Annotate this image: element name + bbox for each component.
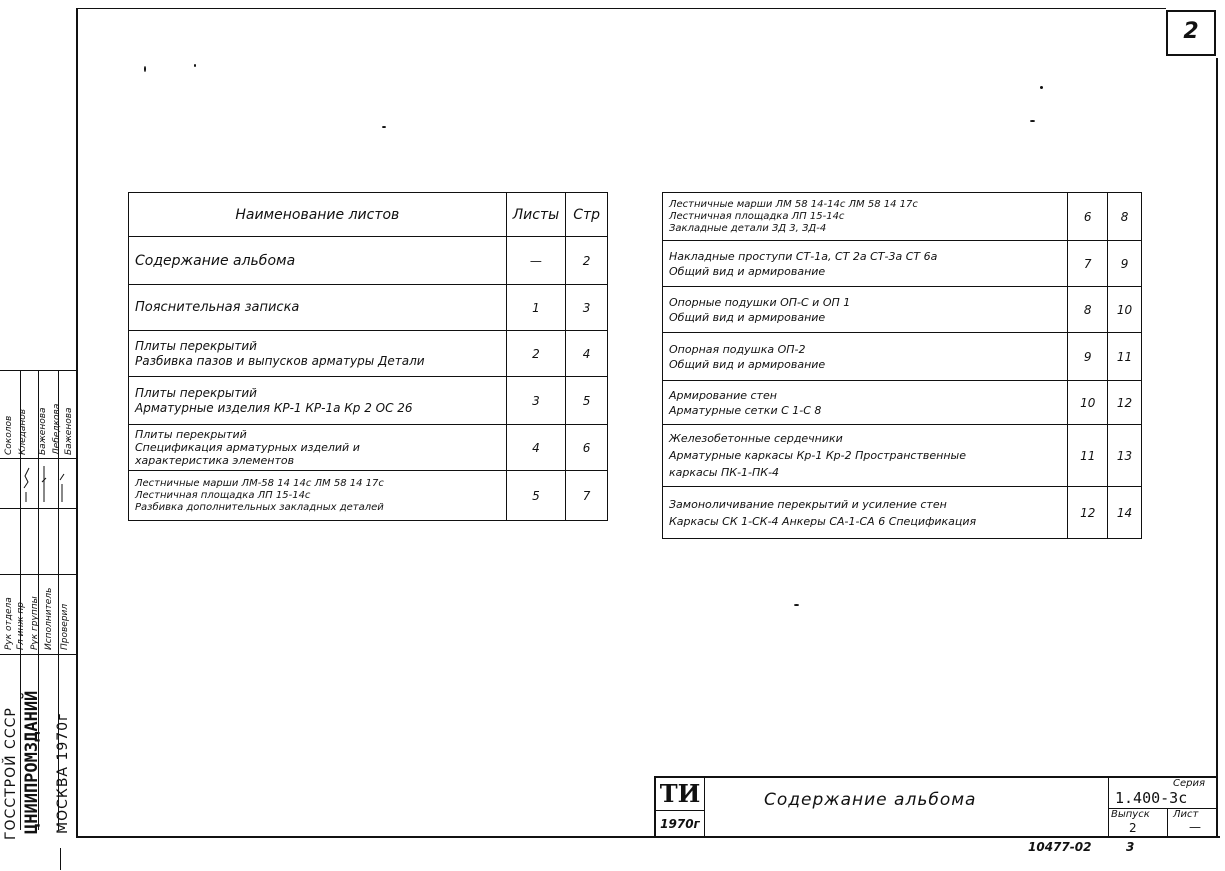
row-line: Пояснительная записка xyxy=(135,300,300,315)
name-4: Лебедкова xyxy=(52,403,62,455)
table-row xyxy=(129,471,608,521)
row-line: Каркасы СК 1-СК-4 Анкеры СА-1-СА 6 Спецификация xyxy=(669,514,977,528)
role-5-wrap xyxy=(58,604,72,650)
row-line: Опорные подушки ОП-С и ОП 1 xyxy=(669,295,851,309)
names-list xyxy=(2,416,16,455)
row-line: Арматурные каркасы Кр-1 Кр-2 Пространственные xyxy=(669,449,966,462)
row-line: Содержание альбома xyxy=(135,252,296,269)
title-year: 1970г xyxy=(656,811,705,838)
role-3: Рук группы xyxy=(30,596,40,650)
table-header-row xyxy=(129,193,608,237)
row-page: 3 xyxy=(566,285,608,331)
strip-line xyxy=(0,654,76,655)
name-2: Кледанов xyxy=(18,408,28,455)
role-5: Проверил xyxy=(60,603,70,650)
row-line: каркасы ПК-1-ПК-4 xyxy=(669,466,780,479)
strip-line xyxy=(0,458,76,459)
row-page: 12 xyxy=(1108,381,1142,425)
row-sheet: 12 xyxy=(1068,487,1108,539)
row-line: Опорная подушка ОП-2 xyxy=(669,342,806,356)
row-line: Лестничная площадка ЛП 15-14с xyxy=(135,489,311,501)
row-line: Арматурные изделия КР-1 КР-1а Кр 2 ОС 26 xyxy=(135,400,413,415)
speck xyxy=(144,66,146,72)
archive-stamp-page: 3 xyxy=(1126,840,1135,854)
document-title: Содержание альбома xyxy=(764,790,977,810)
table-row xyxy=(663,193,1142,241)
row-line: Арматурные сетки С 1-С 8 xyxy=(669,403,822,417)
issue-value: 2 xyxy=(1129,821,1137,835)
org-cniipromzdaniy: ЦНИИПРОМЗДАНИЙ xyxy=(22,690,42,834)
row-sheet: 4 xyxy=(506,425,566,471)
row-sheet: — xyxy=(506,237,566,285)
contents-table-left xyxy=(128,192,608,521)
speck xyxy=(1040,86,1043,89)
row-line: Лестничные марши ЛМ 58 14-14с ЛМ 58 14 17с xyxy=(669,198,918,210)
role-2-wrap xyxy=(14,602,28,650)
row-line: Общий вид и армирование xyxy=(669,310,826,324)
row-sheet: 5 xyxy=(506,471,566,521)
row-page: 9 xyxy=(1108,241,1142,287)
name-3-wrap xyxy=(36,407,50,455)
row-page: 2 xyxy=(566,237,608,285)
name-5-wrap xyxy=(62,407,76,455)
series-value: 1.400-3с xyxy=(1115,789,1188,807)
row-line: характеристика элементов xyxy=(135,454,295,467)
table-row xyxy=(129,377,608,425)
row-line: Закладные детали ЗД 3, ЗД-4 xyxy=(669,222,827,234)
table-row xyxy=(129,425,608,471)
sheet-label: Лист xyxy=(1173,809,1199,820)
row-sheet: 2 xyxy=(506,331,566,377)
series-block xyxy=(1108,778,1217,838)
org-gosstroy: ГОССТРОЙ СССР xyxy=(3,707,19,840)
table-row xyxy=(129,285,608,331)
row-sheet: 9 xyxy=(1068,333,1108,381)
row-page: 4 xyxy=(566,331,608,377)
row-page: 8 xyxy=(1108,193,1142,241)
row-line: Армирование стен xyxy=(669,388,777,402)
series-label: Серия xyxy=(1173,778,1205,789)
role-4: Исполнитель xyxy=(44,587,54,650)
header-sheets: Листы xyxy=(506,193,566,237)
row-page: 11 xyxy=(1108,333,1142,381)
row-sheet: 8 xyxy=(1068,287,1108,333)
frame-top-line xyxy=(76,8,1166,9)
table-row xyxy=(663,333,1142,381)
issue-label: Выпуск xyxy=(1111,809,1150,820)
header-page: Стр xyxy=(566,193,608,237)
header-name: Наименование листов xyxy=(129,193,507,237)
row-line: Накладные проступи СТ-1а, СТ 2а СТ-3а СТ 6а xyxy=(669,249,938,263)
row-page: 5 xyxy=(566,377,608,425)
row-line: Лестничные марши ЛМ-58 14 14с ЛМ 58 14 17с xyxy=(135,477,384,489)
speck xyxy=(382,126,386,128)
signatures xyxy=(20,462,76,506)
contents-table-right xyxy=(662,192,1142,539)
left-title-strip xyxy=(0,0,76,871)
row-line: Замоноличивание перекрытий и усиление стен xyxy=(669,497,947,511)
row-sheet: 10 xyxy=(1068,381,1108,425)
issue-sheet-divider xyxy=(1167,808,1168,838)
row-sheet: 1 xyxy=(506,285,566,331)
frame-right-line xyxy=(1216,58,1218,838)
archive-stamp: 10477-02 xyxy=(1028,840,1092,854)
row-page: 14 xyxy=(1108,487,1142,539)
row-line: Лестничная площадка ЛП 15-14с xyxy=(669,210,845,222)
margin-tick xyxy=(60,848,61,870)
speck xyxy=(794,604,799,606)
table-row xyxy=(663,381,1142,425)
name-3: Баженова xyxy=(38,407,48,455)
row-line: Спецификация арматурных изделий и xyxy=(135,441,360,454)
name-2-wrap xyxy=(16,409,30,455)
sheet-value: — xyxy=(1189,820,1201,834)
row-sheet: 7 xyxy=(1068,241,1108,287)
role-4-wrap xyxy=(42,588,56,650)
org-city-year: МОСКВА 1970г xyxy=(55,712,71,834)
row-line: Железобетонные сердечники xyxy=(669,432,843,445)
table-row xyxy=(129,237,608,285)
title-block xyxy=(654,776,1216,838)
row-line: Общий вид и армирование xyxy=(669,264,826,278)
role-1: Рук отдела xyxy=(4,597,14,650)
table-row xyxy=(663,241,1142,287)
table-row xyxy=(663,425,1142,487)
strip-line xyxy=(0,508,76,509)
row-page: 7 xyxy=(566,471,608,521)
row-page: 6 xyxy=(566,425,608,471)
row-sheet: 6 xyxy=(1068,193,1108,241)
name-5: Баженова xyxy=(64,407,74,455)
table-row xyxy=(129,331,608,377)
speck xyxy=(1030,120,1035,122)
row-line: Разбивка дополнительных закладных деталей xyxy=(135,501,384,513)
row-line: Общий вид и армирование xyxy=(669,357,826,371)
role-3-wrap xyxy=(28,596,42,650)
role-2: Гл инж пр xyxy=(16,602,26,650)
name-1: Соколов xyxy=(4,415,14,455)
row-line: Плиты перекрытий xyxy=(135,428,247,441)
row-line: Плиты перекрытий xyxy=(135,338,257,353)
row-line: Разбивка пазов и выпусков арматуры Детали xyxy=(135,353,425,368)
row-page: 13 xyxy=(1108,425,1142,487)
institute-logo: ТИ xyxy=(656,778,705,811)
table-row xyxy=(663,287,1142,333)
row-sheet: 11 xyxy=(1068,425,1108,487)
table-row xyxy=(663,487,1142,539)
strip-line xyxy=(0,370,76,371)
row-line: Плиты перекрытий xyxy=(135,385,257,400)
speck xyxy=(194,64,196,67)
strip-line xyxy=(0,574,76,575)
row-sheet: 3 xyxy=(506,377,566,425)
row-page: 10 xyxy=(1108,287,1142,333)
page-number-badge: 2 xyxy=(1166,10,1216,56)
